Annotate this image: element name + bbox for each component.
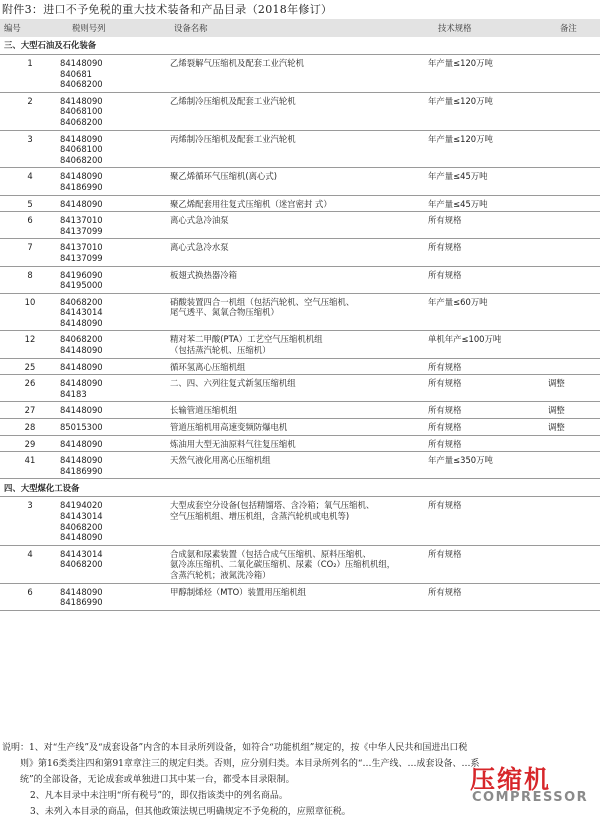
hs-code: 84148090 <box>60 345 103 356</box>
cell-spec: 所有规格 <box>428 358 548 375</box>
cell-equipment-name <box>170 266 428 293</box>
cell-hs-codes <box>60 402 170 419</box>
hs-code: 84194020 <box>60 500 103 511</box>
table-row <box>0 435 600 452</box>
table-row <box>0 92 600 130</box>
table-row <box>0 375 600 402</box>
cell-hs-codes <box>60 545 170 583</box>
header-remark: 备注 <box>548 19 600 37</box>
cell-remark: 调整 <box>548 419 600 436</box>
table-row <box>0 239 600 266</box>
note-1-line-a: 说明：1、对“生产线”及“成套设备”内含的本目录所列设备，如符合“功能机组”规定的，按《中华人民共和国进出口税 <box>2 743 468 753</box>
cell-remark <box>548 435 600 452</box>
table-row <box>0 293 600 331</box>
cell-hs-codes <box>60 583 170 610</box>
equipment-name-line: 聚乙烯配套用往复式压缩机（迷宫密封 式） <box>170 198 332 209</box>
table-row <box>0 497 600 545</box>
cell-hs-codes <box>60 358 170 375</box>
cell-remark: 调整 <box>548 402 600 419</box>
table-row <box>0 452 600 479</box>
note-1-line-b: 则》第16类类注四和第91章章注三的规定归类。否则，应分别归类。本目录所列名的“…生产线、…成套设备、…系 <box>20 759 480 769</box>
cell-equipment-name <box>170 293 428 331</box>
hs-code: 84148090 <box>60 317 103 328</box>
header-hs: 税则号列 <box>60 19 170 37</box>
cell-spec: 所有规格 <box>428 435 548 452</box>
equipment-name-line: 丙烯制冷压缩机及配套工业汽轮机 <box>170 133 296 144</box>
cell-hs-codes <box>60 55 170 93</box>
cell-equipment-name <box>170 212 428 239</box>
cell-hs-codes <box>60 168 170 195</box>
table-row <box>0 195 600 212</box>
table-row <box>0 168 600 195</box>
cell-no: 25 <box>0 358 60 375</box>
note-2: 2、凡本目录中未注明“所有税号”的，即仅指该类中的列名商品。 <box>30 791 288 801</box>
equipment-name-line: 氨冷冻压缩机、二氧化碳压缩机、尿素（CO₂）压缩机机组， <box>170 559 396 570</box>
cell-spec: 所有规格 <box>428 545 548 583</box>
table-row <box>0 130 600 168</box>
cell-equipment-name <box>170 375 428 402</box>
cell-remark <box>548 293 600 331</box>
cell-no: 8 <box>0 266 60 293</box>
section-row <box>0 37 600 55</box>
table-row <box>0 331 600 358</box>
cell-remark <box>548 168 600 195</box>
cell-hs-codes <box>60 92 170 130</box>
cell-no: 41 <box>0 452 60 479</box>
cell-remark <box>548 195 600 212</box>
equipment-name-line: 乙烯制冷压缩机及配套工业汽轮机 <box>170 95 296 106</box>
cell-hs-codes <box>60 331 170 358</box>
hs-code: 84068200 <box>60 521 103 532</box>
hs-code: 84148090 <box>60 378 103 389</box>
hs-code: 84186990 <box>60 597 103 608</box>
section-title: 三、大型石油及石化装备 <box>0 37 600 55</box>
hs-code: 84148090 <box>60 171 103 182</box>
hs-code: 84148090 <box>60 58 103 68</box>
equipment-name-line: 炼油用大型无油原料气往复压缩机 <box>170 438 296 449</box>
header-no: 编号 <box>0 19 60 37</box>
cell-hs-codes <box>60 293 170 331</box>
cell-hs-codes <box>60 452 170 479</box>
cell-equipment-name <box>170 435 428 452</box>
cell-spec: 所有规格 <box>428 497 548 545</box>
section-title: 四、大型煤化工设备 <box>0 479 600 497</box>
cell-hs-codes <box>60 419 170 436</box>
hs-code: 84068100 <box>60 144 103 155</box>
table-row <box>0 583 600 610</box>
hs-code: 84148090 <box>60 455 103 466</box>
hs-code: 84186990 <box>60 181 103 192</box>
equipment-name-line: 二、四、六列往复式新氢压缩机组 <box>170 378 296 389</box>
page-title: 附件3：进口不予免税的重大技术装备和产品目录（2018年修订） <box>2 3 333 16</box>
header-name: 设备名称 <box>170 19 428 37</box>
cell-no: 29 <box>0 435 60 452</box>
compressor-watermark-logo <box>450 760 600 810</box>
cell-remark <box>548 545 600 583</box>
table-row <box>0 545 600 583</box>
cell-remark <box>548 358 600 375</box>
cell-spec: 所有规格 <box>428 239 548 266</box>
hs-code: 84137010 <box>60 215 103 226</box>
cell-hs-codes <box>60 212 170 239</box>
cell-remark <box>548 239 600 266</box>
cell-no: 4 <box>0 545 60 583</box>
hs-code: 84148090 <box>60 361 103 372</box>
hs-code: 84137099 <box>60 252 103 263</box>
hs-code: 84068200 <box>60 559 103 570</box>
cell-remark <box>548 331 600 358</box>
hs-code: 84148090 <box>60 95 103 106</box>
cell-no: 7 <box>0 239 60 266</box>
cell-no: 4 <box>0 168 60 195</box>
cell-hs-codes <box>60 497 170 545</box>
equipment-table <box>0 19 600 611</box>
cell-remark <box>548 266 600 293</box>
header-spec: 技术规格 <box>428 19 548 37</box>
cell-remark <box>548 497 600 545</box>
equipment-name-line: 聚乙烯循环气压缩机(离心式) <box>170 171 278 182</box>
equipment-name-line: 天然气液化用离心压缩机组 <box>170 455 271 466</box>
hs-code: 84068200 <box>60 154 103 165</box>
cell-hs-codes <box>60 266 170 293</box>
cell-remark: 调整 <box>548 375 600 402</box>
cell-spec: 年产量≤45万吨 <box>428 168 548 195</box>
cell-spec: 年产量≤120万吨 <box>428 92 548 130</box>
cell-hs-codes <box>60 239 170 266</box>
cell-equipment-name <box>170 168 428 195</box>
cell-spec: 所有规格 <box>428 375 548 402</box>
cell-hs-codes <box>60 375 170 402</box>
logo-cn: 压缩机 <box>470 765 552 794</box>
cell-equipment-name <box>170 497 428 545</box>
cell-spec: 单机年产≤100万吨 <box>428 331 548 358</box>
cell-spec: 所有规格 <box>428 583 548 610</box>
equipment-name-line: 空气压缩机组、增压机组，含蒸汽轮机或电机等) <box>170 511 350 521</box>
equipment-name-line: 离心式急冷油泵 <box>170 215 229 226</box>
cell-equipment-name <box>170 452 428 479</box>
hs-code: 84196090 <box>60 269 103 280</box>
table-row <box>0 212 600 239</box>
note-3: 3、未列入本目录的商品，但其他政策法规已明确规定不予免税的，应照章征税。 <box>30 807 351 817</box>
cell-no: 10 <box>0 293 60 331</box>
hs-code: 84195000 <box>60 280 103 291</box>
cell-remark <box>548 55 600 93</box>
equipment-name-line: 合成氨和尿素装置（包括合成气压缩机、原料压缩机、 <box>170 548 371 559</box>
cell-equipment-name <box>170 55 428 93</box>
cell-no: 3 <box>0 497 60 545</box>
hs-code: 840681 <box>60 68 92 79</box>
table-row <box>0 402 600 419</box>
cell-no: 28 <box>0 419 60 436</box>
table-row <box>0 55 600 93</box>
cell-no: 27 <box>0 402 60 419</box>
cell-equipment-name <box>170 195 428 212</box>
cell-remark <box>548 583 600 610</box>
hs-code: 85015300 <box>60 422 103 433</box>
cell-spec: 年产量≤45万吨 <box>428 195 548 212</box>
table-row <box>0 358 600 375</box>
cell-equipment-name <box>170 239 428 266</box>
cell-remark <box>548 92 600 130</box>
cell-remark <box>548 212 600 239</box>
equipment-name-line: 精对苯二甲酸(PTA）工艺空气压缩机机组 <box>170 334 323 345</box>
cell-no: 26 <box>0 375 60 402</box>
hs-code: 84148090 <box>60 198 103 209</box>
cell-no: 5 <box>0 195 60 212</box>
cell-spec: 所有规格 <box>428 402 548 419</box>
hs-code: 84068200 <box>60 79 103 90</box>
hs-code: 84148090 <box>60 586 103 597</box>
cell-equipment-name <box>170 130 428 168</box>
cell-equipment-name <box>170 358 428 375</box>
cell-hs-codes <box>60 130 170 168</box>
equipment-name-line: 甲醇制烯烃（MTO）装置用压缩机组 <box>170 586 307 597</box>
hs-code: 84137010 <box>60 242 103 253</box>
hs-code: 84143014 <box>60 548 103 559</box>
cell-no: 6 <box>0 212 60 239</box>
table-row <box>0 419 600 436</box>
hs-code: 84148090 <box>60 532 103 543</box>
equipment-name-line: 管道压缩机用高速变频防爆电机 <box>170 422 288 433</box>
cell-hs-codes <box>60 435 170 452</box>
logo-en: COMPRESSOR <box>472 790 589 805</box>
hs-code: 84148090 <box>60 405 103 416</box>
cell-equipment-name <box>170 331 428 358</box>
cell-spec: 所有规格 <box>428 419 548 436</box>
hs-code: 84068100 <box>60 106 103 117</box>
cell-equipment-name <box>170 402 428 419</box>
cell-no: 12 <box>0 331 60 358</box>
equipment-name-line: 循环氢离心压缩机组 <box>170 361 246 372</box>
hs-code: 84068200 <box>60 296 103 307</box>
equipment-name-line: 含蒸汽轮机；液氮洗冷箱） <box>170 569 271 580</box>
notes-label: 说明： <box>2 743 30 753</box>
cell-equipment-name <box>170 419 428 436</box>
equipment-name-line: 硝酸装置四合一机组（包括汽轮机、空气压缩机、 <box>170 296 355 307</box>
equipment-name-line: 乙烯裂解气压缩机及配套工业汽轮机 <box>170 58 304 68</box>
cell-spec: 所有规格 <box>428 266 548 293</box>
hs-code: 84068200 <box>60 116 103 127</box>
hs-code: 84186990 <box>60 465 103 476</box>
cell-equipment-name <box>170 92 428 130</box>
equipment-name-line: 长输管道压缩机组 <box>170 405 237 416</box>
hs-code: 84143014 <box>60 511 103 521</box>
hs-code: 84068200 <box>60 334 103 345</box>
hs-code: 84148090 <box>60 133 103 144</box>
table-header-row <box>0 19 600 37</box>
section-row <box>0 479 600 497</box>
equipment-name-line: 离心式急冷水泵 <box>170 242 229 253</box>
equipment-name-line: （包括蒸汽轮机、压缩机） <box>170 345 271 356</box>
hs-code: 84137099 <box>60 225 103 236</box>
cell-spec: 年产量≤60万吨 <box>428 293 548 331</box>
equipment-name-line: 大型成套空分设备(包括精馏塔、含冷箱；氧气压缩机、 <box>170 500 375 511</box>
cell-spec: 所有规格 <box>428 212 548 239</box>
equipment-name-line: 尾气透平、氮氧合物压缩机） <box>170 307 279 318</box>
table-body <box>0 37 600 610</box>
cell-no: 3 <box>0 130 60 168</box>
cell-spec: 年产量≤350万吨 <box>428 452 548 479</box>
cell-hs-codes <box>60 195 170 212</box>
cell-no: 1 <box>0 55 60 93</box>
cell-no: 2 <box>0 92 60 130</box>
hs-code: 84183 <box>60 388 87 399</box>
note-1-line-c: 统”的全部设备，无论成套或单独进口其中某一台，都受本目录限制。 <box>20 775 295 785</box>
cell-equipment-name <box>170 545 428 583</box>
cell-spec: 年产量≤120万吨 <box>428 55 548 93</box>
table-row <box>0 266 600 293</box>
cell-remark <box>548 452 600 479</box>
cell-remark <box>548 130 600 168</box>
cell-spec: 年产量≤120万吨 <box>428 130 548 168</box>
hs-code: 84143014 <box>60 307 103 318</box>
cell-equipment-name <box>170 583 428 610</box>
cell-no: 6 <box>0 583 60 610</box>
equipment-name-line: 板翅式换热器冷箱 <box>170 269 237 280</box>
hs-code: 84148090 <box>60 438 103 449</box>
